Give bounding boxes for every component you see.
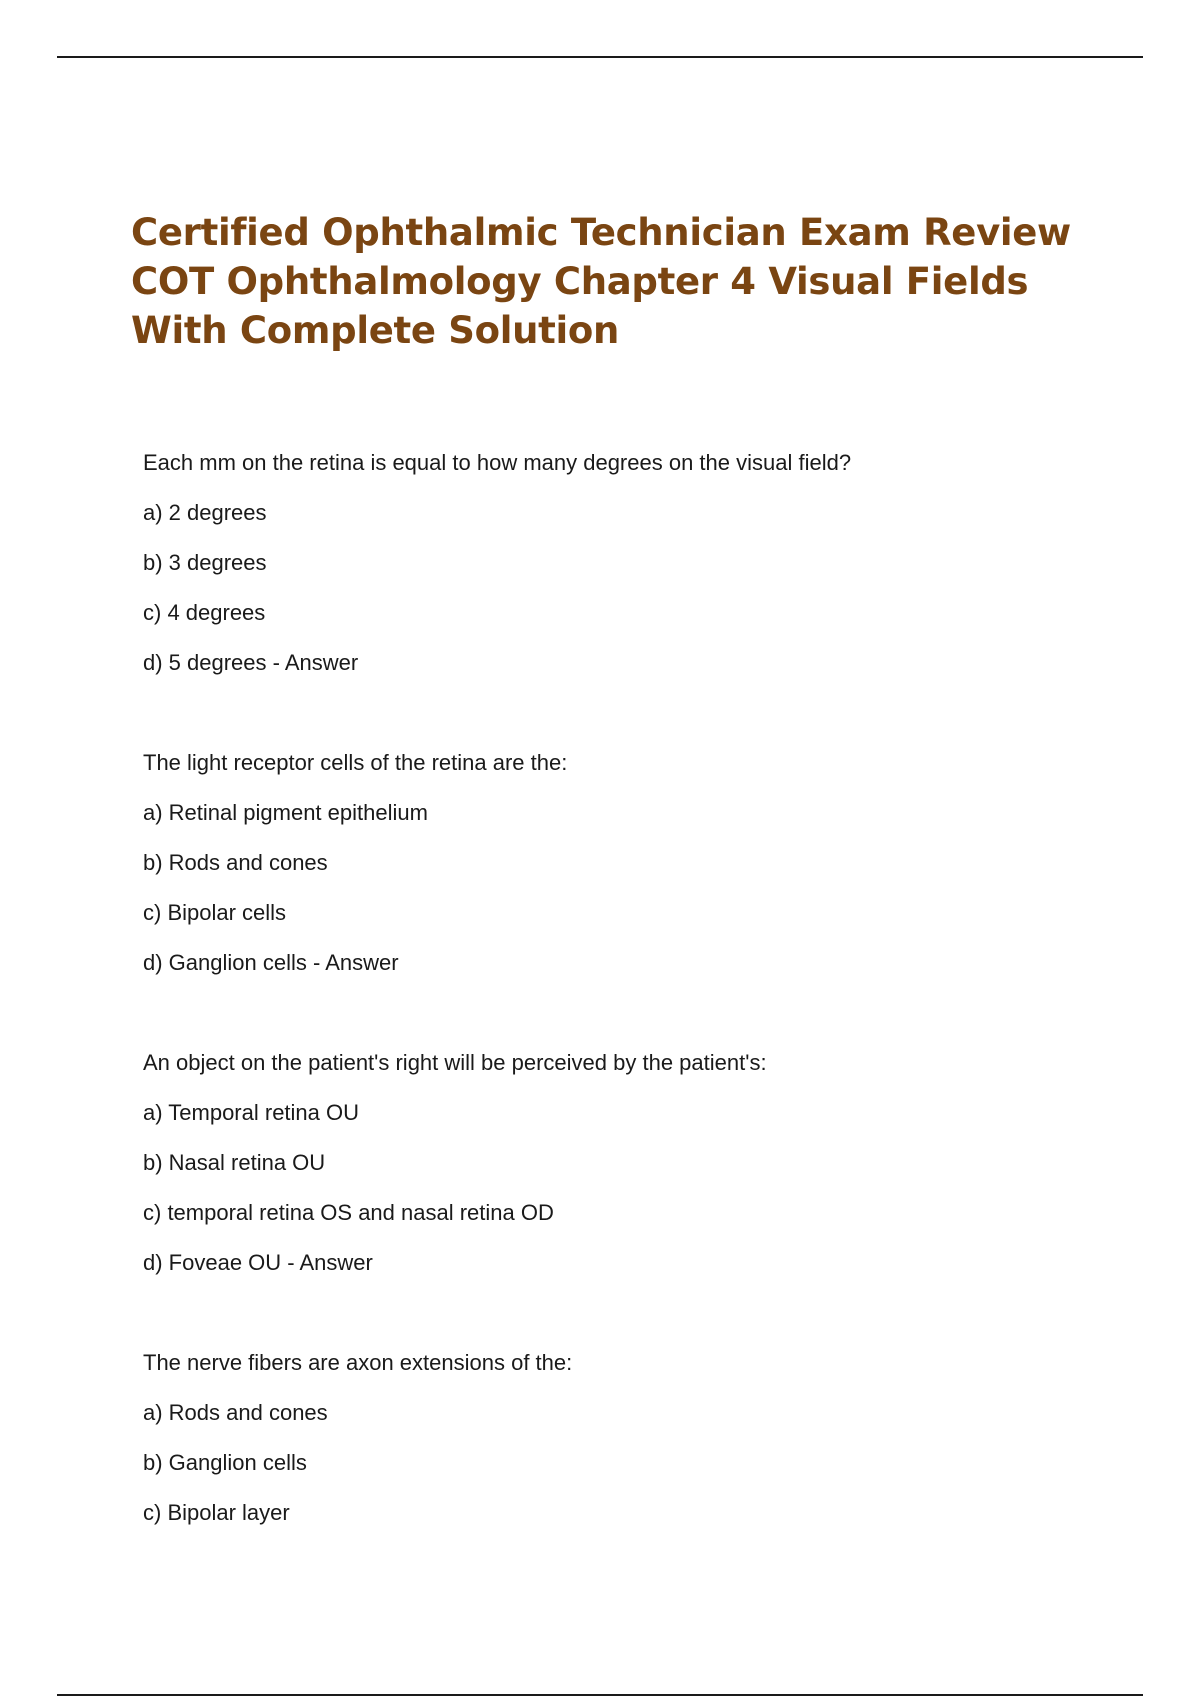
- option-d: d) Foveae OU - Answer: [143, 1250, 373, 1275]
- option-a: a) Temporal retina OU: [143, 1100, 360, 1125]
- option-c: c) Bipolar layer: [143, 1500, 290, 1525]
- question-2: [143, 750, 1123, 976]
- question-list: [143, 450, 1123, 1526]
- option-c: c) temporal retina OS and nasal retina OD: [143, 1200, 554, 1225]
- question-3: [143, 1050, 1123, 1276]
- question-text: An object on the patient's right will be perceived by the patient's:: [143, 1050, 767, 1075]
- bottom-rule: [57, 1694, 1143, 1696]
- document-title: Certified Ophthalmic Technician Exam Review COT Ophthalmology Chapter 4 Visual Fields With Complete Solution: [131, 211, 1071, 352]
- option-d: d) 5 degrees - Answer: [143, 650, 359, 675]
- option-b: b) Ganglion cells: [143, 1450, 307, 1475]
- question-text: The light receptor cells of the retina are the:: [143, 750, 568, 775]
- question-text: The nerve fibers are axon extensions of the:: [143, 1350, 573, 1375]
- option-b: b) 3 degrees: [143, 550, 267, 575]
- question-4: [143, 1350, 1123, 1526]
- option-b: b) Nasal retina OU: [143, 1150, 326, 1175]
- question-text: Each mm on the retina is equal to how many degrees on the visual field?: [143, 450, 852, 475]
- option-c: c) 4 degrees: [143, 600, 266, 625]
- option-b: b) Rods and cones: [143, 850, 328, 875]
- question-1: [143, 450, 1123, 676]
- option-a: a) 2 degrees: [143, 500, 267, 525]
- option-d: d) Ganglion cells - Answer: [143, 950, 399, 975]
- option-a: a) Rods and cones: [143, 1400, 328, 1425]
- option-a: a) Retinal pigment epithelium: [143, 800, 428, 825]
- option-c: c) Bipolar cells: [143, 900, 287, 925]
- top-rule: [57, 56, 1143, 58]
